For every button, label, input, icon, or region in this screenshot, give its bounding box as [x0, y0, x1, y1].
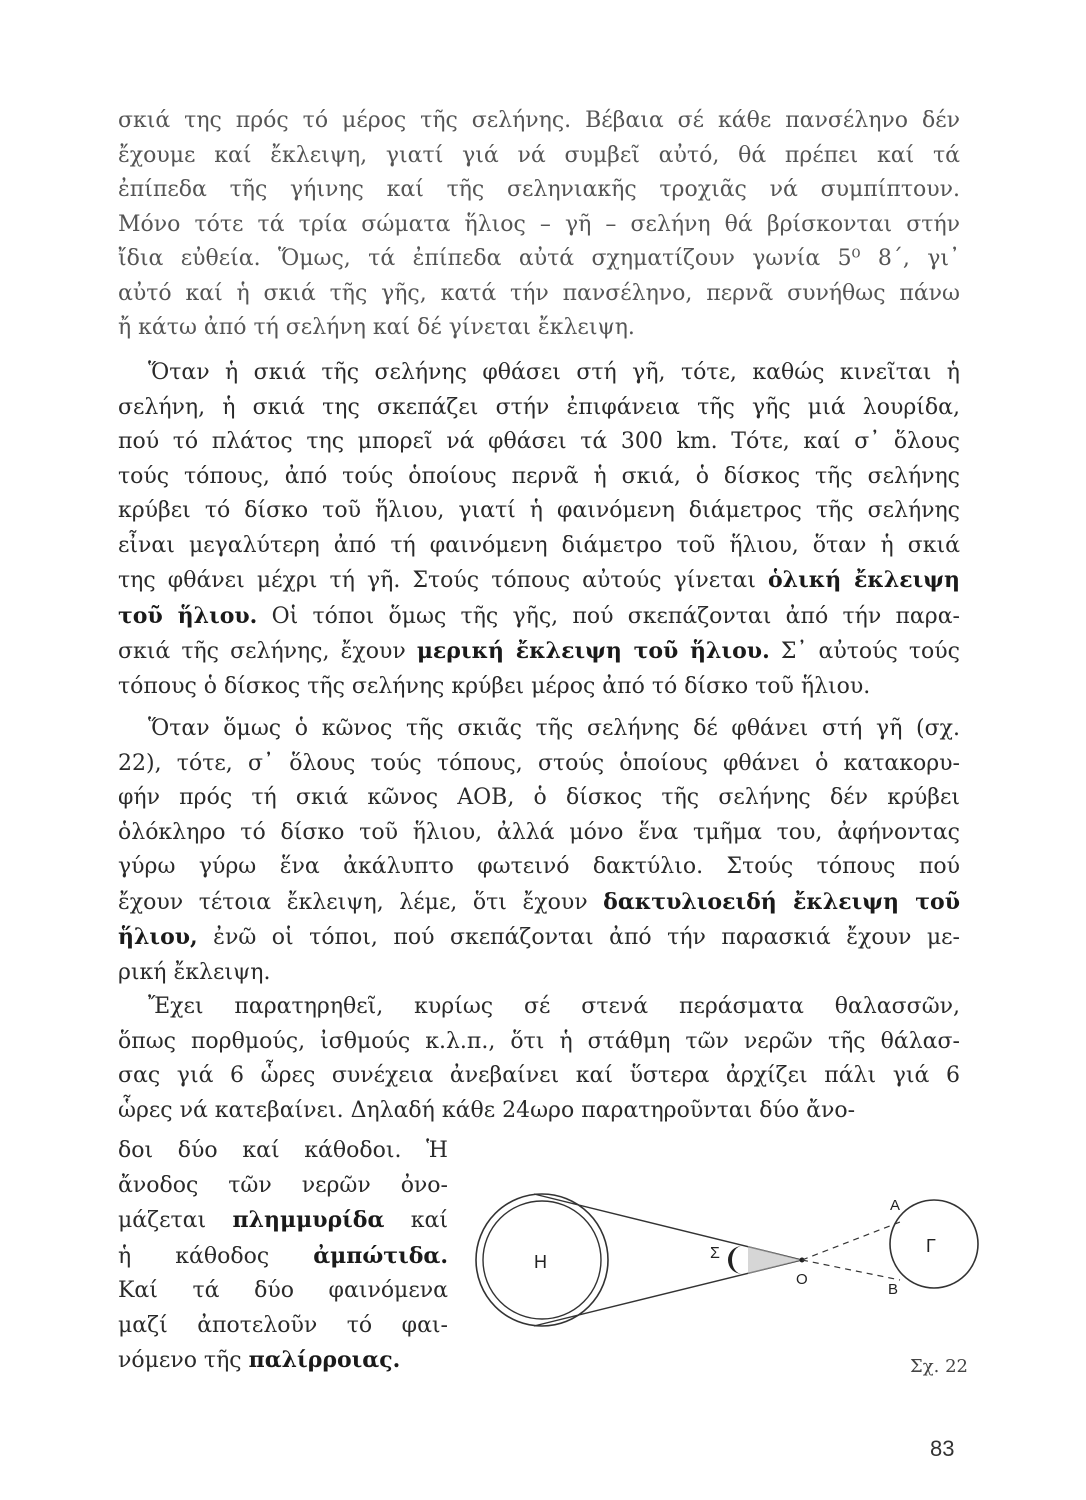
- page-number: 83: [930, 1436, 955, 1461]
- moon-shape: [728, 1246, 742, 1274]
- text-line: δοι δύο καί κάθοδοι. Ἡ: [118, 1138, 448, 1163]
- label-sun: Η: [534, 1252, 547, 1272]
- text-run: Σ᾽ αὐτούς τούς: [769, 639, 960, 664]
- text-run: καί: [384, 1208, 448, 1233]
- text-line: Μόνο τότε τά τρία σώματα ἥλιος – γῆ – σελήνη θά βρίσκονται στήν: [118, 211, 960, 237]
- text-line: ἔχουμε καί ἔκλειψη, γιατί γιά νά συμβεῖ αὐτό, θά πρέπει καί τά: [118, 142, 960, 168]
- text-line: κρύβει τό δίσκο τοῦ ἥλιου, γιατί ἡ φαινόμενη διάμετρος τῆς σελήνης: [118, 498, 960, 523]
- text-line: αὐτό καί ἡ σκιά τῆς γῆς, κατά τήν πανσέληνο, περνᾶ συνήθως πάνω: [118, 280, 960, 306]
- text-line: ὅπως πορθμούς, ἰσθμούς κ.λ.π., ὅτι ἡ στάθμη τῶν νερῶν τῆς θάλασ-: [118, 1028, 960, 1054]
- text-line: φήν πρός τή σκιά κῶνος ΑΟΒ, ὁ δίσκος τῆς σελήνης δέν κρύβει: [118, 785, 960, 810]
- text-line: πού τό πλάτος της μπορεῖ νά φθάσει τά 300 km. Τότε, καί σ᾽ ὅλους: [118, 429, 960, 454]
- text-run: Οἱ τόποι ὅμως τῆς γῆς, πού σκεπάζονται ἀπό τήν παρα-: [257, 603, 960, 629]
- extension-lower-line: [802, 1260, 900, 1280]
- text-line: [118, 634, 960, 670]
- text-line: [118, 1343, 448, 1379]
- text-line: τούς τόπους, ἀπό τούς ὁποίους περνᾶ ἡ σκιά, ὁ δίσκος τῆς σελήνης: [118, 463, 960, 489]
- label-moon: Σ: [710, 1245, 720, 1262]
- text-run: ἡ κάθοδος: [118, 1243, 314, 1269]
- paragraph-eclipse-intro: [118, 104, 960, 346]
- text-line: τόπους ὁ δίσκος τῆς σελήνης κρύβει μέρος ἀπό τό δίσκο τοῦ ἥλιου.: [118, 673, 871, 699]
- paragraph-tides: [118, 990, 960, 1128]
- label-apex: Ο: [796, 1271, 808, 1288]
- term-low-tide: ἀμπώτιδα.: [313, 1242, 448, 1269]
- text-line: [118, 1239, 448, 1275]
- paragraph-annular-eclipse: [118, 712, 960, 990]
- text-line: σελήνη, ἡ σκιά της σκεπάζει στήν ἐπιφάνεια τῆς γῆς μιά λουρίδα,: [118, 394, 960, 420]
- text-run: ἔχουν τέτοια ἔκλειψη, λέμε, ὅτι ἔχουν: [118, 889, 604, 915]
- text-line: [118, 885, 960, 921]
- text-run: της φθάνει μέχρι τή γῆ. Στούς τόπους αὐτούς γίνεται: [118, 568, 768, 593]
- text-line: εἶναι μεγαλύτερη ἀπό τή φαινόμενη διάμετρο τοῦ ἥλιου, ὅταν ἡ σκιά: [118, 532, 960, 558]
- text-line: 22), τότε, σ᾽ ὅλους τούς τόπους, στούς ὁποίους φθάνει ὁ κατακορυ-: [118, 750, 960, 776]
- term-annular-eclipse: δακτυλιοειδή ἔκλειψη τοῦ: [603, 888, 960, 915]
- paragraph-total-eclipse: [118, 356, 960, 704]
- text-line: ἐπίπεδα τῆς γήινης καί τῆς σεληνιακῆς τροχιᾶς νά συμπίπτουν.: [118, 177, 960, 202]
- term-of-sun: ἥλιου,: [118, 924, 198, 950]
- label-a: Α: [890, 1197, 901, 1214]
- text-line: σας γιά 6 ὧρες συνέχεια ἀνεβαίνει καί ὕστερα ἀρχίζει πάλι γιά 6: [118, 1063, 960, 1088]
- side-text-tides: [118, 1134, 448, 1379]
- term-total-eclipse: ὁλική ἔκλειψη: [767, 567, 961, 593]
- term-partial-eclipse: μερική ἔκλειψη τοῦ ἥλιου.: [416, 638, 770, 664]
- text-line: ἴδια εὐθεία. Ὅμως, τά ἐπίπεδα αὐτά σχηματίζουν γωνία 5⁰ 8΄, γι᾽: [118, 246, 960, 271]
- annular-eclipse-diagram: [472, 1180, 982, 1350]
- label-b: Β: [888, 1281, 899, 1298]
- text-line: ρική ἔκλειψη.: [118, 959, 271, 985]
- text-line: Ὅταν ἡ σκιά τῆς σελήνης φθάσει στή γῆ, τότε, καθώς κινεῖται ἡ: [148, 360, 960, 385]
- text-line: ἤ κάτω ἀπό τή σελήνη καί δέ γίνεται ἔκλειψη.: [118, 315, 635, 340]
- text-run: ἐνῶ οἱ τόποι, πού σκεπάζονται ἀπό τήν παρασκιά ἔχουν με-: [197, 925, 960, 950]
- term-high-tide: πλημμυρίδα: [232, 1207, 385, 1233]
- term-tide: παλίρροιας.: [248, 1347, 401, 1373]
- text-run: νόμενο τῆς: [118, 1348, 249, 1373]
- text-line: Ἔχει παρατηρηθεῖ, κυρίως σέ στενά περάσματα θαλασσῶν,: [148, 994, 960, 1019]
- extension-upper-line: [802, 1222, 900, 1260]
- text-line: σκιά της πρός τό μέρος τῆς σελήνης. Βέβαια σέ κάθε πανσέληνο δέν: [118, 108, 960, 133]
- text-line: Ὅταν ὅμως ὁ κῶνος τῆς σκιᾶς τῆς σελήνης δέ φθάνει στή γῆ (σχ.: [148, 716, 960, 741]
- text-run: μάζεται: [118, 1208, 233, 1233]
- text-line: [118, 1203, 448, 1239]
- label-earth: Γ: [926, 1236, 936, 1256]
- moon-shadow-cone: [748, 1246, 802, 1274]
- figure-caption: Σχ. 22: [910, 1356, 968, 1377]
- text-line: ἄνοδος τῶν νερῶν ὀνο-: [118, 1172, 448, 1198]
- text-line: ὧρες νά κατεβαίνει. Δηλαδή κάθε 24ωρο παρατηροῦνται δύο ἄνο-: [118, 1097, 855, 1123]
- text-line: [118, 599, 960, 635]
- text-run: σκιά τῆς σελήνης, ἔχουν: [118, 639, 417, 664]
- text-line: [118, 563, 960, 599]
- text-line: Καί τά δύο φαινόμενα: [118, 1278, 448, 1303]
- text-line: [118, 920, 960, 956]
- text-line: ὁλόκληρο τό δίσκο τοῦ ἥλιου, ἀλλά μόνο ἕνα τμῆμα του, ἀφήνοντας: [118, 819, 960, 845]
- term-of-sun: τοῦ ἥλιου.: [118, 602, 258, 629]
- text-line: μαζί ἀποτελοῦν τό φαι-: [118, 1312, 448, 1338]
- text-line: γύρω γύρω ἕνα ἀκάλυπτο φωτεινό δακτύλιο. Στούς τόπους πού: [118, 854, 960, 879]
